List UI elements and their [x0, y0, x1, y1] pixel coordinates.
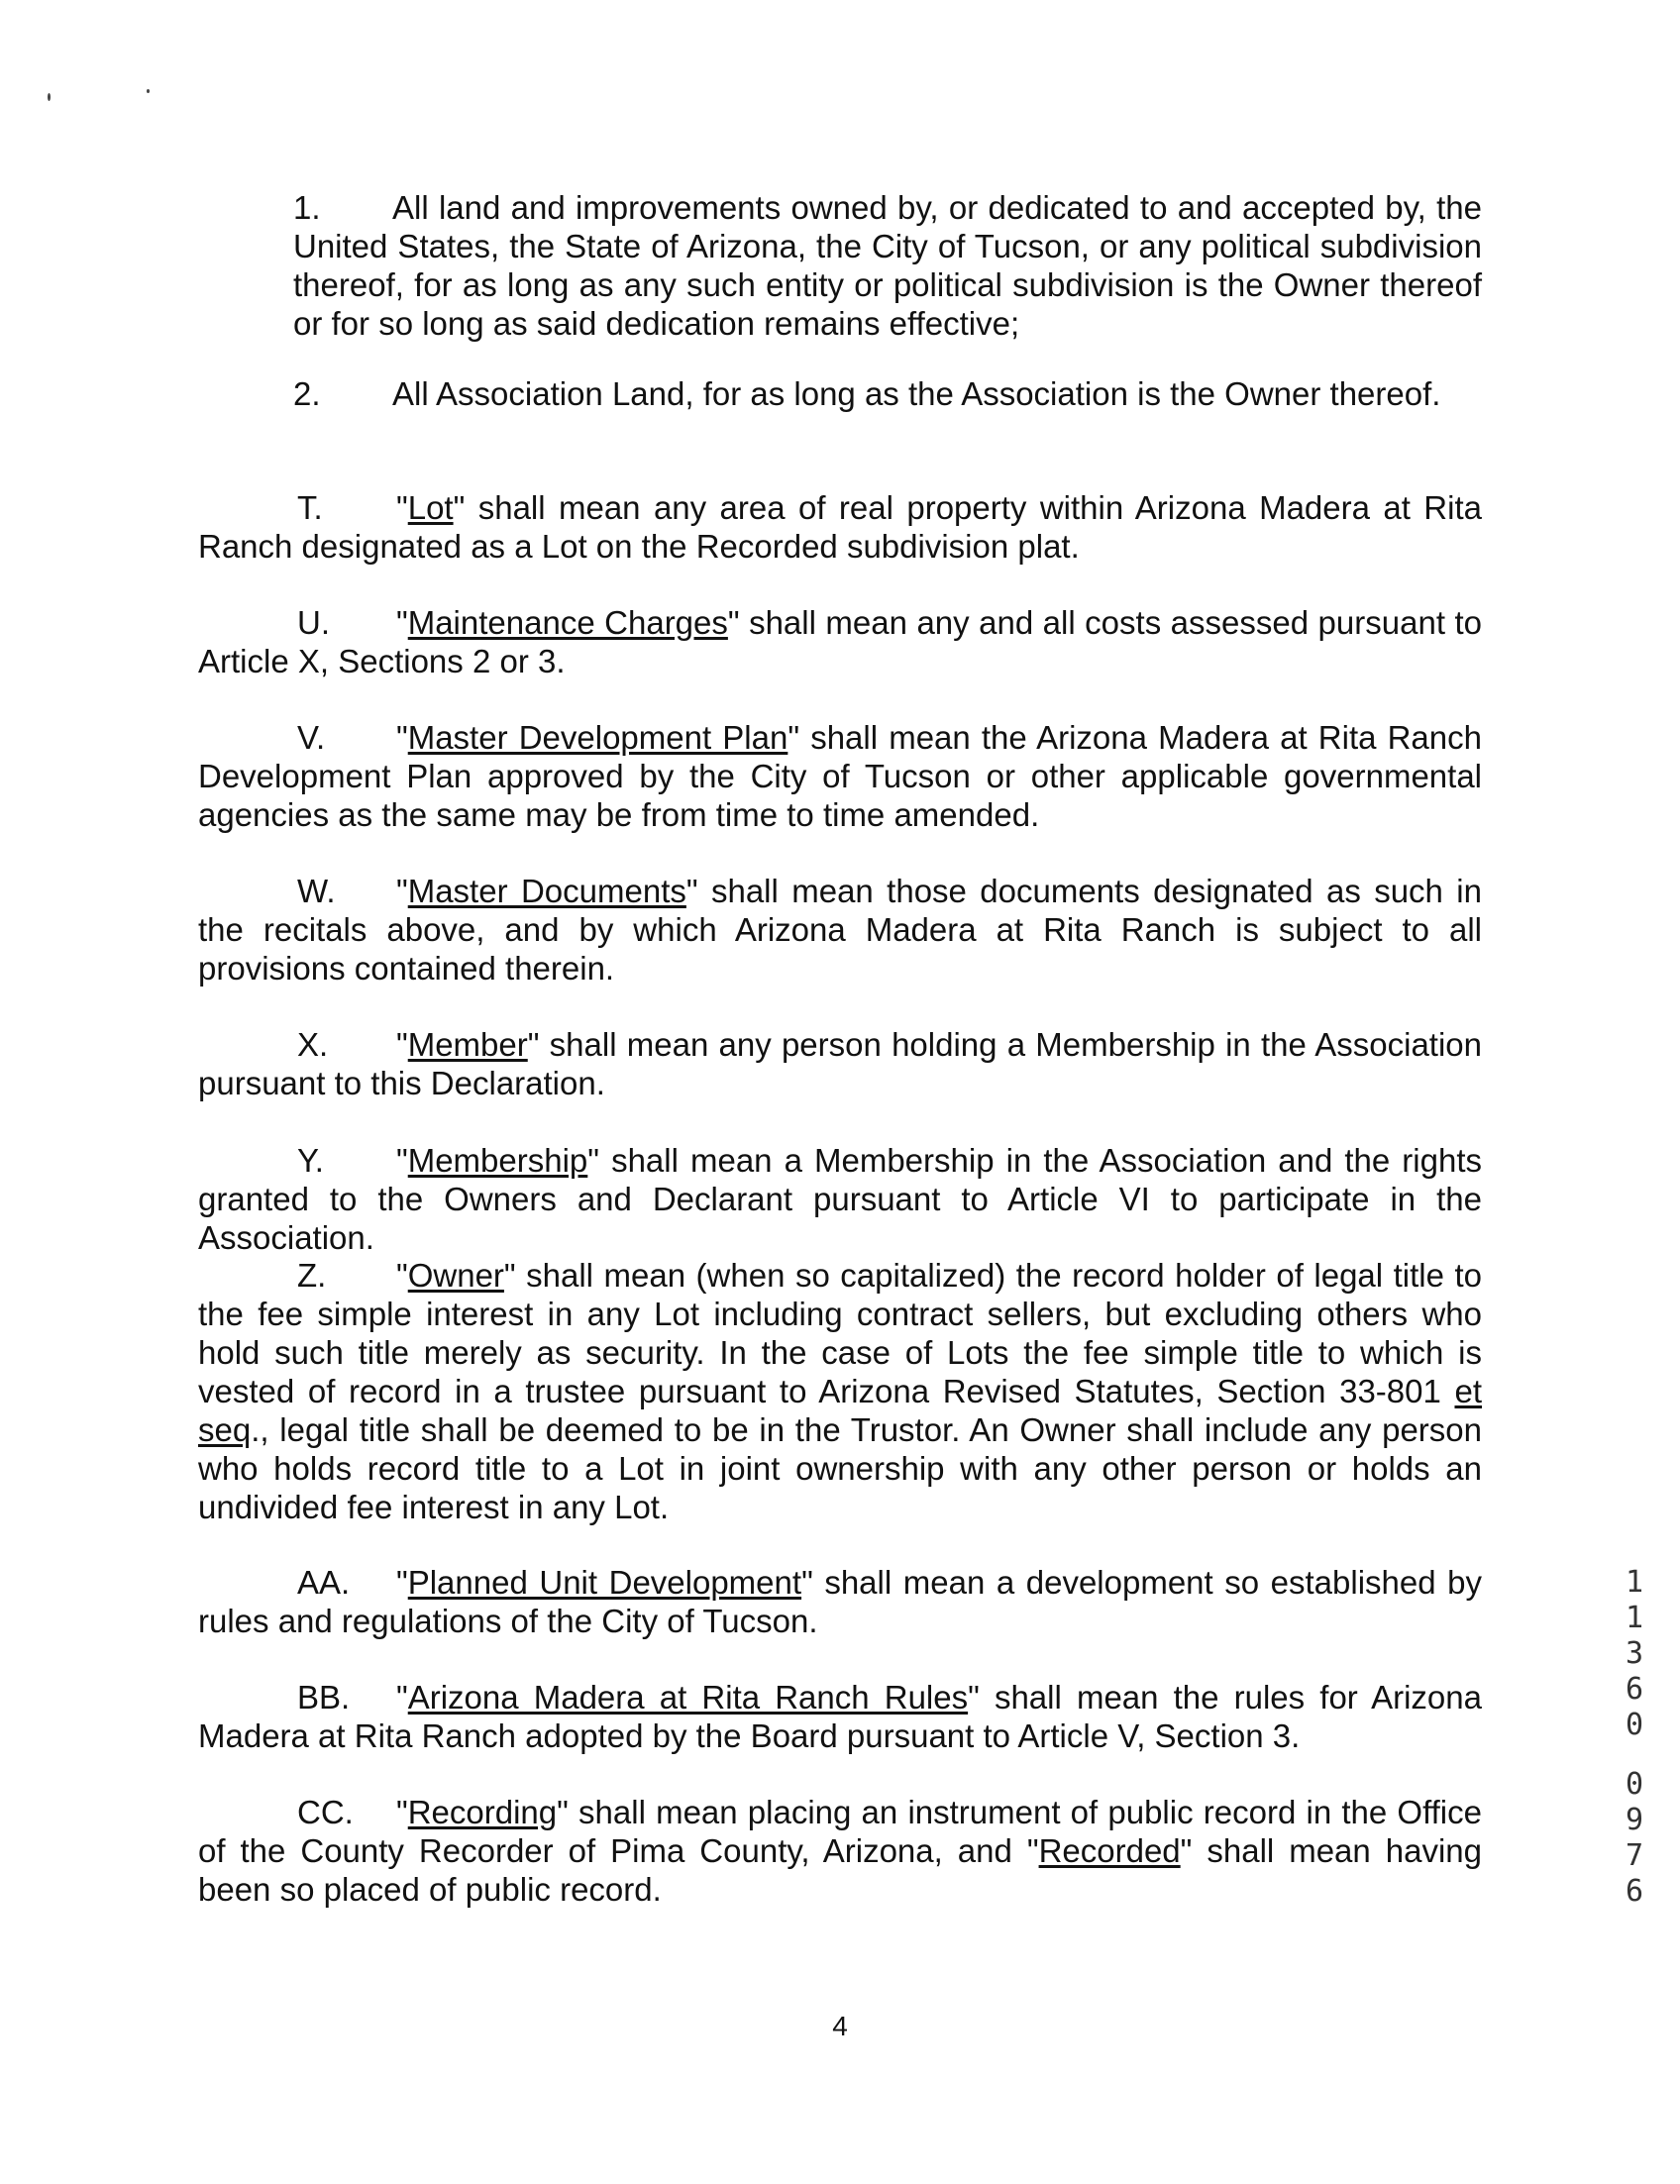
- definition-aa: AA. "Planned Unit Development" shall mean a development so established by rules and regulations of the City of Tucson.: [198, 1564, 1483, 1639]
- definition-text-continued: " shall mean having been so placed of public record.: [198, 1832, 1482, 1908]
- definition-text: " shall mean a development so established by rules and regulations of the City of Tucson.: [198, 1564, 1483, 1639]
- paragraph-label: 2.: [293, 375, 321, 412]
- definition-v: V. "Master Development Plan" shall mean the Arizona Madera at Rita Ranch Development Plan approved by the City of Tucson or other applicable governmental agencies as the same may be from time to time amended.: [198, 719, 1482, 833]
- defined-term: Recording: [407, 1794, 558, 1830]
- definition-label: Y.: [297, 1142, 324, 1179]
- stamp-digit: 9: [1625, 1803, 1644, 1837]
- recording-stamp: [1615, 1565, 1654, 1910]
- page-number: 4: [832, 2011, 848, 2041]
- defined-term: Membership: [407, 1142, 588, 1179]
- stamp-digit: 7: [1625, 1838, 1644, 1873]
- defined-term: Maintenance Charges: [407, 604, 728, 641]
- paragraph-text: All land and improvements owned by, or dedicated to and accepted by, the United States, the State of Arizona, the City of Tucson, or any political subdivision thereof, for as long as any such entity or political subdivision is the Owner thereof or for so long as said dedication remains effective;: [293, 189, 1482, 342]
- defined-term: Member: [407, 1026, 528, 1063]
- definition-label: CC.: [297, 1794, 354, 1830]
- paragraph-text: All Association Land, for as long as the Association is the Owner thereof.: [392, 375, 1441, 412]
- stamp-digit: 0: [1625, 1708, 1644, 1742]
- definition-u: U. "Maintenance Charges" shall mean any and all costs assessed pursuant to Article X, Sections 2 or 3.: [198, 604, 1482, 679]
- definition-label: BB.: [297, 1679, 351, 1716]
- definition-label: AA.: [297, 1564, 351, 1601]
- stamp-digit: 1: [1625, 1565, 1644, 1600]
- definition-bb: BB. "Arizona Madera at Rita Ranch Rules" shall mean the rules for Arizona Madera at Rita Ranch adopted by the Board pursuant to Article V, Section 3.: [198, 1679, 1482, 1754]
- definition-text: " shall mean (when so capitalized) the record holder of legal title to the fee simple interest in any Lot including contract sellers, but excluding others who hold such title merely as security. In the case of Lots the fee simple title to which is vested of record in a trustee pursuant to Arizona Revised Statutes, Section 33-801: [198, 1257, 1482, 1409]
- defined-term: Master Development Plan: [407, 719, 788, 756]
- definition-text: " shall mean the Arizona Madera at Rita Ranch Development Plan approved by the City of Tucson or other applicable governmental agencies as the same may be from time to time amended.: [198, 719, 1482, 833]
- defined-term-secondary: Recorded: [1038, 1832, 1181, 1869]
- definition-t: T. "Lot" shall mean any area of real property within Arizona Madera at Rita Ranch designated as a Lot on the Recorded subdivision plat.: [198, 489, 1482, 565]
- definition-text: " shall mean any person holding a Membership in the Association pursuant to this Declaration.: [198, 1026, 1482, 1101]
- paragraph-2: [293, 374, 1482, 413]
- defined-term: Master Documents: [407, 873, 686, 909]
- stamp-digit: 6: [1625, 1672, 1644, 1707]
- stamp-digit: 0: [1625, 1767, 1644, 1802]
- definition-x: X. "Member" shall mean any person holding a Membership in the Association pursuant to this Declaration.: [198, 1026, 1482, 1101]
- definition-label: X.: [297, 1026, 329, 1063]
- definition-text: " shall mean placing an instrument of public record in the Office of the County Recorder of Pima County, Arizona, and ": [198, 1794, 1482, 1869]
- definition-y: Y. "Membership" shall mean a Membership in the Association and the rights granted to the Owners and Declarant pursuant to Article VI to participate in the Association.: [198, 1142, 1482, 1256]
- definition-text: " shall mean those documents designated as such in the recitals above, and by which Arizona Madera at Rita Ranch is subject to all provisions contained therein.: [198, 873, 1482, 987]
- defined-term: Planned Unit Development: [407, 1564, 802, 1601]
- stamp-digit: 3: [1625, 1636, 1644, 1671]
- definition-z: Z. "Owner" shall mean (when so capitalized) the record holder of legal title to the fee simple interest in any Lot including contract sellers, but excluding others who hold such title merely as security. In the case of Lots the fee simple title to which is vested of record in a trustee pursuant to Arizona Revised Statutes, Section 33-801 et seq., legal title shall be deemed to be in the Trustor. An Owner shall include any person who holds record title to a Lot in joint ownership with any other person or holds an undivided fee interest in any Lot.: [198, 1257, 1482, 1525]
- stamp-digit: 1: [1625, 1601, 1644, 1635]
- definition-text: " shall mean a Membership in the Association and the rights granted to the Owners and Declarant pursuant to Article VI to participate in the Association.: [198, 1142, 1482, 1256]
- definition-text: " shall mean any and all costs assessed pursuant to Article X, Sections 2 or 3.: [198, 604, 1482, 679]
- scan-speck: [48, 93, 51, 101]
- definition-text-continued: ., legal title shall be deemed to be in the Trustor. An Owner shall include any person who holds record title to a Lot in joint ownership with any other person or holds an undivided fee interest in any Lot.: [198, 1411, 1482, 1525]
- stamp-digit: 6: [1625, 1874, 1644, 1909]
- definition-label: W.: [297, 873, 336, 909]
- definition-label: U.: [297, 604, 330, 641]
- definition-w: W. "Master Documents" shall mean those documents designated as such in the recitals above, and by which Arizona Madera at Rita Ranch is subject to all provisions contained therein.: [198, 873, 1482, 987]
- paragraph-label: 1.: [293, 189, 321, 226]
- scan-speck: [147, 89, 150, 93]
- definition-label: V.: [297, 719, 326, 756]
- definition-label: T.: [297, 489, 323, 526]
- defined-term: Lot: [407, 489, 454, 526]
- paragraph-1: [293, 188, 1482, 343]
- definition-text: " shall mean any area of real property within Arizona Madera at Rita Ranch designated as a Lot on the Recorded subdivision plat.: [198, 489, 1482, 565]
- definition-label: Z.: [297, 1257, 327, 1294]
- et-seq: et seq: [198, 1373, 1482, 1448]
- definition-text: " shall mean the rules for Arizona Madera at Rita Ranch adopted by the Board pursuant to Article V, Section 3.: [198, 1679, 1482, 1754]
- definition-cc: CC. "Recording" shall mean placing an instrument of public record in the Office of the County Recorder of Pima County, Arizona, and "Recorded" shall mean having been so placed of public record.: [198, 1794, 1482, 1908]
- defined-term: Arizona Madera at Rita Ranch Rules: [407, 1679, 969, 1716]
- defined-term: Owner: [407, 1257, 504, 1294]
- stamp-gap: [1615, 1743, 1654, 1767]
